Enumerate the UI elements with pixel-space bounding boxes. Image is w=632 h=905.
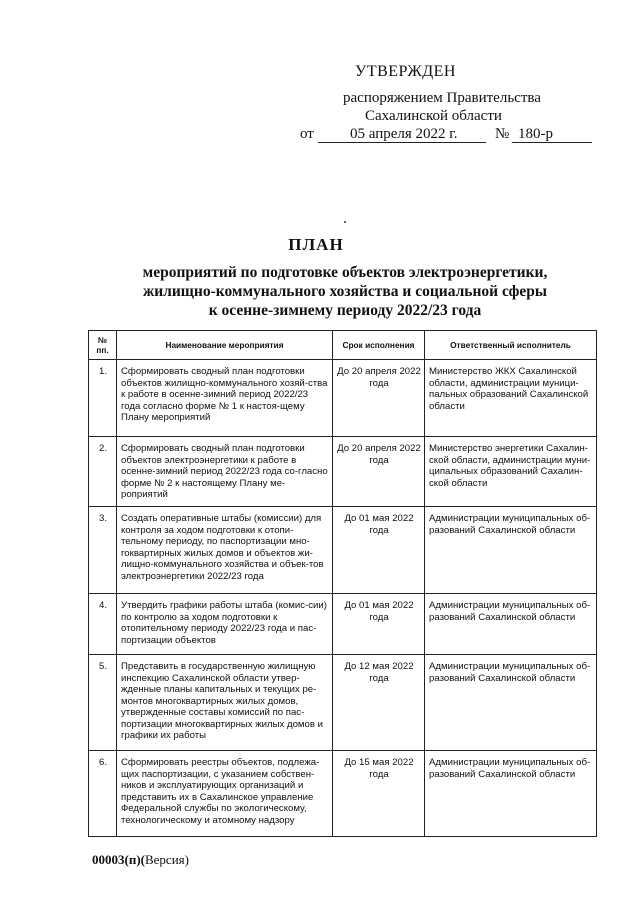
table-header-row: [89, 331, 597, 360]
plan-subtitle: [100, 263, 590, 320]
table-row: [89, 507, 597, 594]
row-num: 1.: [89, 360, 117, 437]
footer-code: 00003(п)(: [92, 852, 145, 867]
row-num: 2.: [89, 437, 117, 507]
row-term: До 01 мая 2022 года: [333, 507, 425, 594]
footer-version: Версия): [144, 852, 189, 867]
table-row: [89, 655, 597, 751]
table-row: [89, 437, 597, 507]
row-term: До 15 мая 2022 года: [333, 751, 425, 837]
row-name: Сформировать сводный план подготовки объектов жилищно-коммунального хозяй-ства к работе в осенне-зимний период 2022/23 года согласно форме № 1 к настоя-щему Плану мероприятий: [117, 360, 333, 437]
approval-order-line-1: распоряжением Правительства: [343, 90, 541, 106]
subtitle-line: мероприятий по подготовке объектов электроэнергетики,: [142, 264, 548, 281]
row-term: До 01 мая 2022 года: [333, 594, 425, 655]
measures-table: [88, 330, 597, 837]
header-executor: Ответственный исполнитель: [425, 331, 597, 360]
subtitle-line: жилищно-коммунального хозяйства и социальной сферы: [143, 283, 547, 300]
plan-title: ПЛАН: [288, 235, 344, 254]
subtitle-line: к осенне-зимнему периоду 2022/23 года: [208, 302, 482, 319]
approval-stamp-heading: УТВЕРЖДЕН: [355, 63, 456, 80]
table-row: [89, 360, 597, 437]
row-executor: Министерство энергетики Сахалин-ской области, администрации муни-ципальных образований Сахалин-ской области: [425, 437, 597, 507]
header-name: Наименование мероприятия: [117, 331, 333, 360]
row-executor: Администрации муниципальных об-разований Сахалинской области: [425, 594, 597, 655]
row-name: Создать оперативные штабы (комиссии) для контроля за ходом подготовки к отопи-тельному периоду, по паспортизации мно-гоквартирных жилых домов и объектов жи-лищно-коммунального хозяйства и объек-тов электроэнергетики 2022/23 года: [117, 507, 333, 594]
row-term: До 20 апреля 2022 года: [333, 360, 425, 437]
table-row: [89, 751, 597, 837]
header-term: Срок исполнения: [333, 331, 425, 360]
row-term: До 20 апреля 2022 года: [333, 437, 425, 507]
scan-speck: [344, 221, 346, 223]
row-executor: Администрации муниципальных об-разований Сахалинской области: [425, 751, 597, 837]
row-name: Утвердить графики работы штаба (комис-сии) по контролю за ходом подготовки к отопительному периоду 2022/23 года и пас-портизации объектов: [117, 594, 333, 655]
row-name: Представить в государственную жилищную инспекцию Сахалинской области утвер-жденные планы капитальных и текущих ре-монтов многоквартирных жилых домов, утвержденные составы комиссий по пас-портизации многоквартирных жилых домов и графики их работы: [117, 655, 333, 751]
row-num: 6.: [89, 751, 117, 837]
order-date: 05 апреля 2022 г.: [350, 126, 458, 142]
row-num: 5.: [89, 655, 117, 751]
row-num: 4.: [89, 594, 117, 655]
header-num: № пп.: [89, 331, 117, 360]
table-row: [89, 594, 597, 655]
row-name: Сформировать сводный план подготовки объектов электроэнергетики к работе в осенне-зимний период 2022/23 года со-гласно форме № 2 к настоящему Плану ме-роприятий: [117, 437, 333, 507]
row-executor: Администрации муниципальных об-разований Сахалинской области: [425, 507, 597, 594]
date-prefix: от: [300, 126, 314, 142]
row-term: До 12 мая 2022 года: [333, 655, 425, 751]
order-number: 180-р: [518, 126, 553, 142]
approval-order-line-2: Сахалинской области: [365, 108, 502, 124]
row-executor: Министерство ЖКХ Сахалинской области, администрации муници-пальных образований Сахалинской области: [425, 360, 597, 437]
number-prefix: №: [495, 126, 510, 142]
row-name: Сформировать реестры объектов, подлежа-щих паспортизации, с указанием собствен-ников и эксплуатирующих организаций и представить их в Сахалинское управление Федеральной службы по экологическому, технологическому и атомному надзору: [117, 751, 333, 837]
document-footer-code: [92, 852, 189, 868]
row-num: 3.: [89, 507, 117, 594]
row-executor: Администрации муниципальных об-разований Сахалинской области: [425, 655, 597, 751]
